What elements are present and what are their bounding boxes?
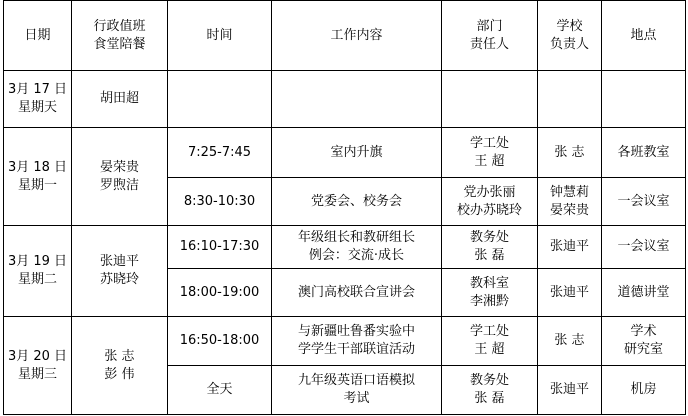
- dept-cell: 党办张丽 校办苏晓玲: [442, 178, 538, 226]
- header-duty: 行政值班 食堂陪餐: [72, 1, 168, 71]
- place-cell: [602, 71, 686, 128]
- content-cell: [272, 71, 442, 128]
- header-date: 日期: [4, 1, 72, 71]
- date-cell: 3月 17 日 星期天: [4, 71, 72, 128]
- date-cell: 3月 19 日 星期二: [4, 226, 72, 317]
- table-row: [4, 128, 686, 178]
- header-place: 地点: [602, 1, 686, 71]
- place-cell: 各班教室: [602, 128, 686, 178]
- school-cell: 钟慧莉 晏荣贵: [538, 178, 602, 226]
- place-cell: 一会议室: [602, 226, 686, 269]
- time-cell: 8:30-10:30: [168, 178, 272, 226]
- date-cell: 3月 20 日 星期三: [4, 317, 72, 415]
- content-cell: 与新疆吐鲁番实验中 学学生干部联谊活动: [272, 317, 442, 366]
- dept-cell: 教务处 张 磊: [442, 366, 538, 415]
- header-row: [4, 1, 686, 71]
- time-cell: 16:10-17:30: [168, 226, 272, 269]
- time-cell: [168, 71, 272, 128]
- schedule-table: [3, 0, 686, 415]
- content-cell: 澳门高校联合宣讲会: [272, 269, 442, 317]
- table-row: [4, 317, 686, 366]
- school-cell: [538, 71, 602, 128]
- table-row: [4, 71, 686, 128]
- time-cell: 16:50-18:00: [168, 317, 272, 366]
- table-row: [4, 226, 686, 269]
- school-cell: 张 志: [538, 317, 602, 366]
- dept-cell: 学工处 王 超: [442, 128, 538, 178]
- content-cell: 年级组长和教研组长 例会：交流·成长: [272, 226, 442, 269]
- duty-cell: 胡田超: [72, 71, 168, 128]
- header-content: 工作内容: [272, 1, 442, 71]
- date-cell: 3月 18 日 星期一: [4, 128, 72, 226]
- dept-cell: 教务处 张 磊: [442, 226, 538, 269]
- school-cell: 张迪平: [538, 226, 602, 269]
- dept-cell: [442, 71, 538, 128]
- school-cell: 张 志: [538, 128, 602, 178]
- header-time: 时间: [168, 1, 272, 71]
- duty-cell: 晏荣贵 罗煦洁: [72, 128, 168, 226]
- dept-cell: 学工处 王 超: [442, 317, 538, 366]
- school-cell: 张迪平: [538, 366, 602, 415]
- place-cell: 道德讲堂: [602, 269, 686, 317]
- time-cell: 全天: [168, 366, 272, 415]
- content-cell: 九年级英语口语模拟 考试: [272, 366, 442, 415]
- dept-cell: 教科室 李湘黔: [442, 269, 538, 317]
- duty-cell: 张迪平 苏晓玲: [72, 226, 168, 317]
- duty-cell: 张 志 彭 伟: [72, 317, 168, 415]
- time-cell: 7:25-7:45: [168, 128, 272, 178]
- place-cell: 学术 研究室: [602, 317, 686, 366]
- time-cell: 18:00-19:00: [168, 269, 272, 317]
- header-school-owner: 学校 负责人: [538, 1, 602, 71]
- content-cell: 党委会、校务会: [272, 178, 442, 226]
- content-cell: 室内升旗: [272, 128, 442, 178]
- header-dept-owner: 部门 责任人: [442, 1, 538, 71]
- place-cell: 机房: [602, 366, 686, 415]
- school-cell: 张迪平: [538, 269, 602, 317]
- place-cell: 一会议室: [602, 178, 686, 226]
